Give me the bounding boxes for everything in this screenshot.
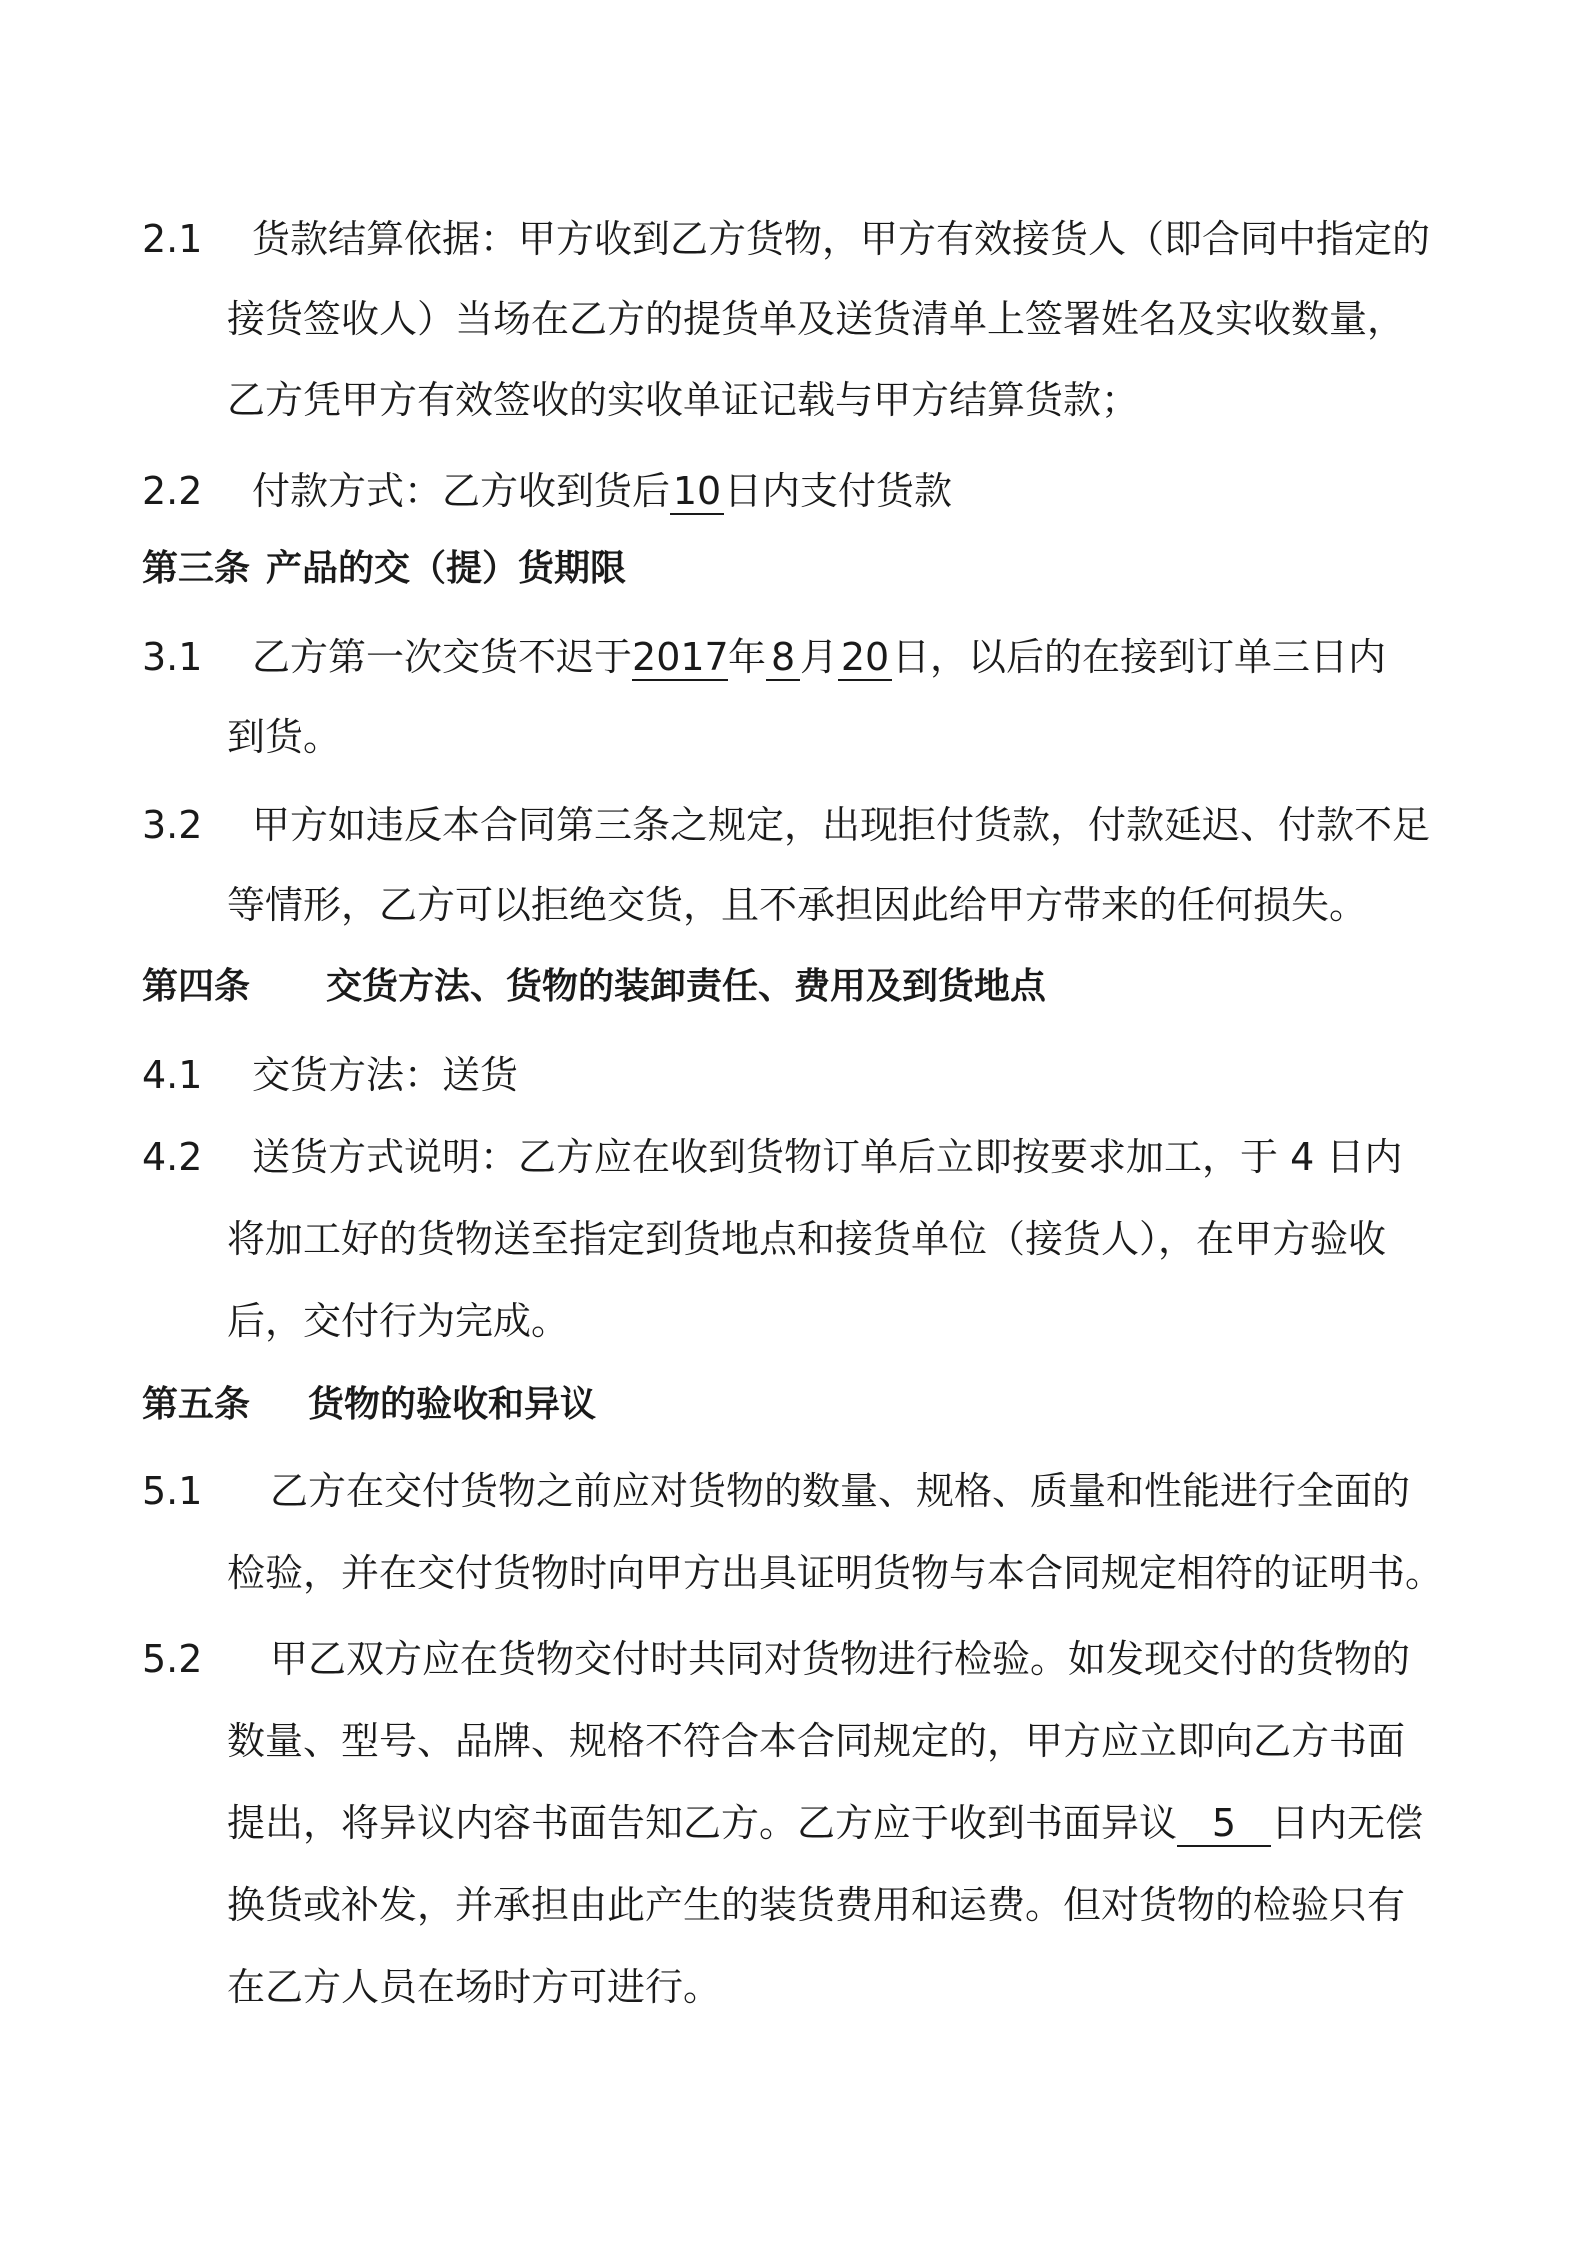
clause-number: 5.1 [142,1469,203,1513]
clause-text: 乙方在交付货物之前应对货物的数量、规格、质量和性能进行全面的 [270,1469,1411,1513]
article-title: 交货方法、货物的装卸责任、费用及到货地点 [326,966,1047,1007]
clause-number: 2.2 [142,469,203,513]
clause-text: 等情形，乙方可以拒绝交货，且不承担因此给甲方带来的任何损失。 [227,883,1368,927]
clause-text [227,1798,1423,1848]
clause-text: 接货签收人）当场在乙方的提货单及送货清单上签署姓名及实收数量， [227,297,1406,341]
clause-text: 后，交付行为完成。 [227,1299,570,1343]
clause-text: 甲乙双方应在货物交付时共同对货物进行检验。如发现交付的货物的 [270,1637,1411,1681]
clause-text: 甲方如违反本合同第三条之规定，出现拒付货款，付款延迟、付款不足 [252,803,1431,847]
article-label: 第四条 [142,966,251,1007]
clause-text: 数量、型号、品牌、规格不符合本合同规定的，甲方应立即向乙方书面 [227,1719,1406,1763]
clause-text [252,466,952,516]
text-segment: 月 [800,635,839,679]
filled-blank-month: 8 [766,635,800,681]
clause-number: 3.1 [142,635,203,679]
clause-text: 到货。 [227,715,342,759]
clause-text: 货款结算依据：甲方收到乙方货物，甲方有效接货人（即合同中指定的 [252,217,1431,261]
clause-text: 将加工好的货物送至指定到货地点和接货单位（接货人），在甲方验收 [227,1217,1387,1261]
clause-text: 乙方凭甲方有效签收的实收单证记载与甲方结算货款； [227,378,1140,422]
clause-text: 送货方式说明：乙方应在收到货物订单后立即按要求加工，于 4 日内 [252,1135,1403,1179]
filled-blank-day: 20 [838,635,892,681]
text-segment: 日，以后的在接到订单三日内 [892,635,1387,679]
clause-number: 3.2 [142,803,203,847]
text-segment: 年 [728,635,767,679]
clause-number: 4.1 [142,1053,203,1097]
clause-number: 2.1 [142,217,203,261]
clause-text: 换货或补发，并承担由此产生的装货费用和运费。但对货物的检验只有 [227,1883,1406,1927]
clause-text: 交货方法：送货 [252,1053,519,1097]
clause-text: 在乙方人员在场时方可进行。 [227,1965,722,2009]
article-title: 货物的验收和异议 [308,1384,597,1425]
text-segment: 提出，将异议内容书面告知乙方。乙方应于收到书面异议 [227,1801,1178,1845]
filled-blank-year: 2017 [632,635,729,679]
text-segment: 付款方式：乙方收到货后 [252,469,671,513]
article-label: 第五条 [142,1384,251,1425]
text-segment: 乙方第一次交货不迟于 [252,635,633,679]
clause-number: 5.2 [142,1637,203,1681]
article-title: 产品的交（提）货期限 [266,548,627,589]
text-segment: 日内无偿 [1271,1801,1424,1845]
filled-blank-days: 10 [670,469,724,515]
filled-blank-days: 5 [1177,1801,1271,1847]
clause-text [252,632,1386,682]
clause-number: 4.2 [142,1135,203,1179]
text-segment: 日内支付货款 [724,469,953,513]
clause-text: 检验，并在交付货物时向甲方出具证明货物与本合同规定相符的证明书。 [227,1551,1444,1595]
article-label: 第三条 [142,548,251,589]
